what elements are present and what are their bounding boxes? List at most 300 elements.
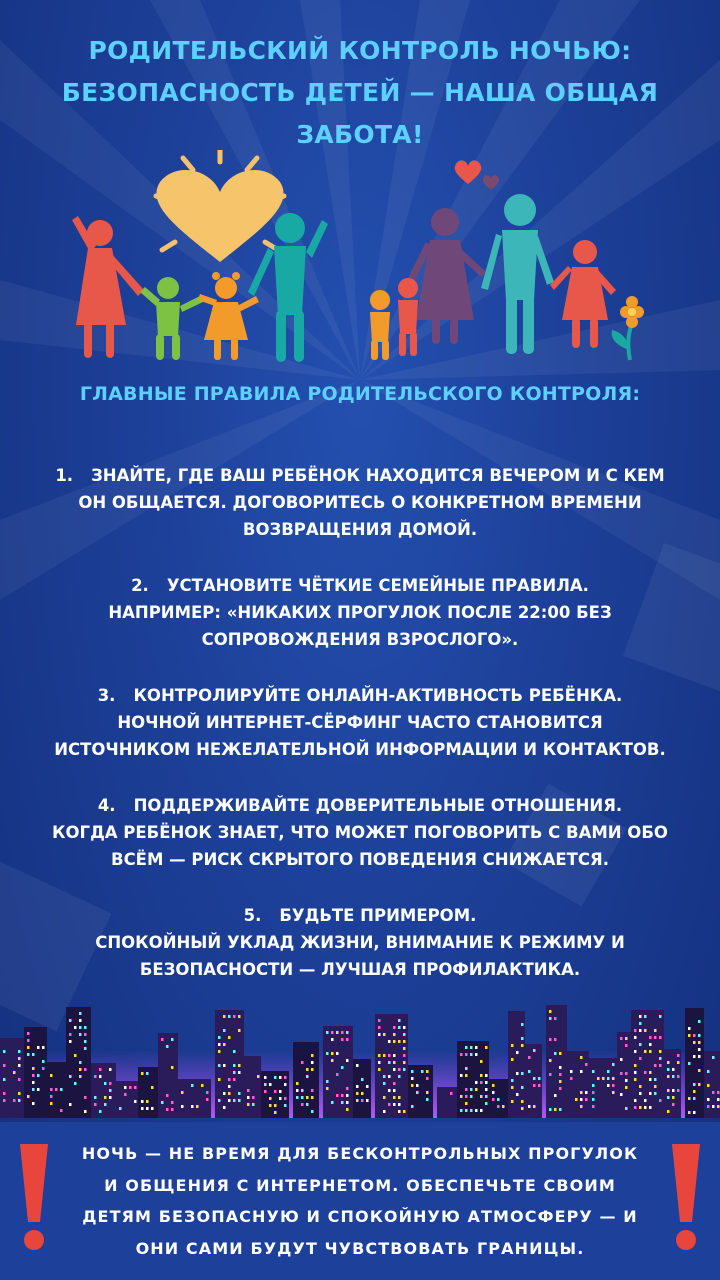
skyline-building <box>617 1032 631 1118</box>
bottom-line-1: НОЧЬ — НЕ ВРЕМЯ ДЛЯ БЕСКОНТРОЛЬНЫХ ПРОГУЛОК <box>81 1144 639 1163</box>
skyline-window <box>247 1096 250 1099</box>
skyline-window <box>171 1038 174 1041</box>
skyline-window <box>171 1108 174 1111</box>
skyline-window <box>403 1026 406 1029</box>
skyline-window <box>475 1088 478 1091</box>
skyline-window <box>492 1084 495 1087</box>
skyline-window <box>639 1043 642 1046</box>
skyline-window <box>698 1055 701 1058</box>
skyline-window <box>538 1084 541 1087</box>
skyline-window <box>602 1077 605 1080</box>
skyline-window <box>403 1110 406 1113</box>
skyline-window <box>264 1076 267 1079</box>
skyline-window <box>465 1088 468 1091</box>
skyline-window <box>361 1099 364 1102</box>
skyline-window <box>398 1075 401 1078</box>
skyline-window <box>639 1085 642 1088</box>
skyline-window <box>592 1084 595 1087</box>
skyline-window <box>521 1086 524 1089</box>
skyline-window <box>411 1077 414 1080</box>
skyline-window <box>336 1094 339 1097</box>
skyline-window <box>634 1064 637 1067</box>
skyline-window <box>247 1103 250 1106</box>
skyline-window <box>228 1015 231 1018</box>
skyline-window <box>450 1092 453 1095</box>
title-line-3: ЗАБОТА! <box>296 120 424 149</box>
skyline-window <box>416 1084 419 1087</box>
skyline-window <box>634 1050 637 1053</box>
skyline-window <box>698 1020 701 1023</box>
skyline-window <box>161 1038 164 1041</box>
skyline-window <box>274 1104 277 1107</box>
skyline-window <box>336 1031 339 1034</box>
skyline-window <box>336 1073 339 1076</box>
skyline-window <box>393 1103 396 1106</box>
skyline-window <box>649 1078 652 1081</box>
skyline-window <box>398 1096 401 1099</box>
skyline-window <box>580 1056 583 1059</box>
skyline-window <box>620 1037 623 1040</box>
skyline-window <box>383 1054 386 1057</box>
skyline-window <box>326 1031 329 1034</box>
skyline-window <box>654 1085 657 1088</box>
skyline-window <box>296 1096 299 1099</box>
skyline-window <box>79 1068 82 1071</box>
skyline-window <box>74 1054 77 1057</box>
rule-5-number: 5. <box>243 906 262 925</box>
skyline-window <box>151 1086 154 1089</box>
skyline-window <box>625 1107 628 1110</box>
skyline-window <box>27 1032 30 1035</box>
skyline-window <box>497 1098 500 1101</box>
skyline-window <box>693 1111 696 1114</box>
skyline-window <box>634 1078 637 1081</box>
skyline-window <box>485 1074 488 1077</box>
skyline-building <box>589 1058 617 1118</box>
skyline-window <box>559 1080 562 1083</box>
skyline-window <box>257 1075 260 1078</box>
skyline-window <box>104 1096 107 1099</box>
skyline-window <box>60 1088 63 1091</box>
skyline-window <box>13 1071 16 1074</box>
skyline-window <box>411 1105 414 1108</box>
skyline-window <box>639 1057 642 1060</box>
skyline-window <box>306 1068 309 1071</box>
skyline-window <box>677 1075 680 1078</box>
skyline-window <box>592 1091 595 1094</box>
skyline-window <box>223 1092 226 1095</box>
skyline-window <box>403 1047 406 1050</box>
skyline-window <box>592 1105 595 1108</box>
skyline-window <box>480 1060 483 1063</box>
skyline-window <box>346 1094 349 1097</box>
skyline-window <box>296 1082 299 1085</box>
skyline-window <box>580 1105 583 1108</box>
skyline-window <box>712 1056 715 1059</box>
skyline-window <box>356 1064 359 1067</box>
skyline-window <box>717 1091 720 1094</box>
skyline-window <box>346 1031 349 1034</box>
skyline-window <box>284 1104 287 1107</box>
skyline-window <box>311 1068 314 1071</box>
skyline-window <box>331 1031 334 1034</box>
skyline-window <box>346 1059 349 1062</box>
skyline-window <box>124 1093 127 1096</box>
skyline-window <box>238 1092 241 1095</box>
skyline-window <box>585 1063 588 1066</box>
skyline-window <box>32 1053 35 1056</box>
skyline-window <box>688 1034 691 1037</box>
skyline-window <box>37 1074 40 1077</box>
skyline-window <box>223 1029 226 1032</box>
skyline-window <box>3 1092 6 1095</box>
skyline-window <box>306 1075 309 1078</box>
skyline-window <box>238 1071 241 1074</box>
skyline-window <box>311 1096 314 1099</box>
skyline-window <box>625 1072 628 1075</box>
skyline-window <box>475 1109 478 1112</box>
skyline-window <box>460 1109 463 1112</box>
skyline-window <box>607 1084 610 1087</box>
skyline-window <box>393 1026 396 1029</box>
skyline-window <box>94 1075 97 1078</box>
skyline-window <box>269 1097 272 1100</box>
skyline-window <box>388 1103 391 1106</box>
skyline-window <box>393 1068 396 1071</box>
skyline-window <box>672 1089 675 1092</box>
title-line-2: БЕЗОПАСНОСТЬ ДЕТЕЙ — НАША ОБЩАЯ <box>61 78 659 107</box>
bottom-line-4: ОНИ САМИ БУДУТ ЧУВСТВОВАТЬ ГРАНИЦЫ. <box>135 1238 585 1258</box>
skyline-window <box>570 1077 573 1080</box>
skyline-window <box>393 1040 396 1043</box>
skyline-window <box>465 1109 468 1112</box>
child-figure-orange <box>198 272 259 360</box>
skyline-window <box>124 1086 127 1089</box>
rule-4-number: 4. <box>97 796 116 815</box>
skyline-window <box>233 1071 236 1074</box>
skyline-window <box>32 1081 35 1084</box>
skyline-window <box>141 1072 144 1075</box>
skyline-window <box>625 1086 628 1089</box>
skyline-window <box>528 1105 531 1108</box>
skyline-window <box>109 1089 112 1092</box>
skyline-window <box>378 1054 381 1057</box>
heart-icon <box>156 150 284 262</box>
skyline-window <box>559 1066 562 1069</box>
rule-item-1 <box>0 462 720 543</box>
skyline-window <box>218 1036 221 1039</box>
skyline-window <box>141 1100 144 1103</box>
skyline-window <box>84 1110 87 1113</box>
skyline-window <box>69 1019 72 1022</box>
skyline-window <box>32 1067 35 1070</box>
skyline-window <box>50 1074 53 1077</box>
skyline-window <box>511 1079 514 1082</box>
skyline-window <box>378 1068 381 1071</box>
skyline-window <box>475 1053 478 1056</box>
skyline-window <box>238 1099 241 1102</box>
skyline-window <box>94 1103 97 1106</box>
skyline-window <box>549 1017 552 1020</box>
skyline-window <box>580 1091 583 1094</box>
skyline-window <box>388 1089 391 1092</box>
skyline-window <box>99 1068 102 1071</box>
skyline-window <box>570 1070 573 1073</box>
skyline-window <box>511 1100 514 1103</box>
skyline-window <box>475 1046 478 1049</box>
child-figure-green <box>140 277 203 360</box>
skyline-window <box>378 1061 381 1064</box>
bottom-warning <box>0 1122 720 1280</box>
skyline-window <box>644 1029 647 1032</box>
skyline-window <box>274 1090 277 1093</box>
skyline-window <box>659 1064 662 1067</box>
skyline-window <box>181 1091 184 1094</box>
skyline-window <box>639 1022 642 1025</box>
skyline-window <box>612 1091 615 1094</box>
skyline-window <box>388 1075 391 1078</box>
title-line-1: РОДИТЕЛЬСКИЙ КОНТРОЛЬ НОЧЬЮ: <box>88 36 632 65</box>
skyline-window <box>644 1050 647 1053</box>
skyline-window <box>649 1071 652 1074</box>
skyline-window <box>206 1091 209 1094</box>
skyline-window <box>592 1070 595 1073</box>
skyline-window <box>326 1080 329 1083</box>
skyline-window <box>580 1070 583 1073</box>
skyline-window <box>223 1043 226 1046</box>
skyline-window <box>104 1082 107 1085</box>
skyline-window <box>218 1050 221 1053</box>
rule-1-line-1: 1. ЗНАЙТЕ, ГДЕ ВАШ РЕБЁНОК НАХОДИТСЯ ВЕЧЕРОМ И С КЕМ <box>55 466 665 485</box>
skyline-window <box>398 1110 401 1113</box>
skyline-window <box>511 1044 514 1047</box>
skyline-window <box>470 1046 473 1049</box>
skyline-window <box>223 1064 226 1067</box>
skyline-window <box>585 1091 588 1094</box>
skyline-window <box>398 1026 401 1029</box>
skyline-window <box>707 1084 710 1087</box>
skyline-window <box>346 1087 349 1090</box>
skyline-window <box>331 1059 334 1062</box>
skyline-window <box>79 1075 82 1078</box>
page-title <box>40 30 680 156</box>
skyline-window <box>18 1050 21 1053</box>
skyline-window <box>634 1071 637 1074</box>
skyline-window <box>659 1050 662 1053</box>
skyline-window <box>667 1096 670 1099</box>
skyline-window <box>166 1108 169 1111</box>
skyline-window <box>693 1097 696 1100</box>
skyline-window <box>238 1029 241 1032</box>
skyline-window <box>79 1033 82 1036</box>
skyline-window <box>27 1095 30 1098</box>
skyline-window <box>361 1078 364 1081</box>
skyline-window <box>398 1040 401 1043</box>
skyline-window <box>151 1107 154 1110</box>
skyline-window <box>667 1068 670 1071</box>
skyline-window <box>383 1075 386 1078</box>
skyline-window <box>393 1089 396 1092</box>
skyline-window <box>346 1101 349 1104</box>
skyline-window <box>607 1077 610 1080</box>
skyline-building <box>375 1014 408 1118</box>
skyline-window <box>426 1070 429 1073</box>
skyline-window <box>475 1081 478 1084</box>
skyline-window <box>580 1098 583 1101</box>
skyline-window <box>50 1095 53 1098</box>
skyline-window <box>84 1068 87 1071</box>
skyline-window <box>326 1052 329 1055</box>
skyline-window <box>677 1054 680 1057</box>
skyline-window <box>301 1061 304 1064</box>
skyline-window <box>693 1034 696 1037</box>
skyline-window <box>196 1105 199 1108</box>
skyline-window <box>233 1015 236 1018</box>
rule-3-line-3: ИСТОЧНИКОМ НЕЖЕЛАТЕЛЬНОЙ ИНФОРМАЦИИ И КОНТАКТОВ. <box>54 740 666 759</box>
skyline-window <box>559 1052 562 1055</box>
skyline-window <box>644 1071 647 1074</box>
flower-icon <box>612 296 644 360</box>
skyline-window <box>228 1099 231 1102</box>
skyline-window <box>403 1061 406 1064</box>
skyline-window <box>549 1073 552 1076</box>
skyline-window <box>393 1082 396 1085</box>
bottom-warning-text <box>60 1138 660 1264</box>
skyline-window <box>480 1074 483 1077</box>
skyline-window <box>707 1070 710 1073</box>
skyline-window <box>712 1091 715 1094</box>
skyline-window <box>79 1026 82 1029</box>
skyline-window <box>383 1082 386 1085</box>
skyline-window <box>521 1100 524 1103</box>
skyline-window <box>620 1093 623 1096</box>
skyline-building <box>91 1063 116 1118</box>
skyline-window <box>223 1106 226 1109</box>
skyline-window <box>612 1084 615 1087</box>
skyline-window <box>264 1090 267 1093</box>
skyline-window <box>252 1103 255 1106</box>
skyline-window <box>717 1098 720 1101</box>
skyline-window <box>492 1091 495 1094</box>
skyline-building <box>437 1087 457 1118</box>
skyline-window <box>252 1096 255 1099</box>
rule-4-line-3: ВСЁМ — РИСК СКРЫТОГО ПОВЕДЕНИЯ СНИЖАЕТСЯ. <box>111 850 609 869</box>
exclamation-icon-left <box>14 1142 54 1252</box>
skyline-window <box>27 1039 30 1042</box>
skyline-window <box>672 1096 675 1099</box>
skyline-window <box>528 1070 531 1073</box>
skyline-window <box>393 1061 396 1064</box>
skyline-window <box>264 1083 267 1086</box>
skyline-window <box>426 1077 429 1080</box>
skyline-window <box>516 1051 519 1054</box>
skyline-window <box>306 1096 309 1099</box>
skyline-window <box>634 1036 637 1039</box>
skyline-window <box>84 1096 87 1099</box>
rule-2-line-1: 2. УСТАНОВИТЕ ЧЁТКИЕ СЕМЕЙНЫЕ ПРАВИЛА. <box>131 576 589 595</box>
skyline-window <box>84 1026 87 1029</box>
skyline-window <box>693 1083 696 1086</box>
skyline-window <box>403 1040 406 1043</box>
skyline-window <box>366 1099 369 1102</box>
skyline-window <box>84 1047 87 1050</box>
skyline-window <box>398 1103 401 1106</box>
skyline-window <box>516 1093 519 1096</box>
skyline-window <box>639 1106 642 1109</box>
skyline-window <box>74 1082 77 1085</box>
skyline-window <box>331 1052 334 1055</box>
skyline-window <box>388 1061 391 1064</box>
skyline-window <box>707 1098 710 1101</box>
skyline-window <box>693 1055 696 1058</box>
skyline-window <box>228 1092 231 1095</box>
skyline-window <box>559 1087 562 1090</box>
skyline-window <box>465 1067 468 1070</box>
skyline-window <box>99 1075 102 1078</box>
rule-item-2 <box>0 572 720 653</box>
skyline-window <box>84 1033 87 1036</box>
skyline-window <box>331 1101 334 1104</box>
rule-5-line-2: СПОКОЙНЫЙ УКЛАД ЖИЗНИ, ВНИМАНИЕ К РЕЖИМУ И <box>95 933 625 952</box>
skyline-window <box>559 1073 562 1076</box>
skyline-window <box>497 1105 500 1108</box>
skyline-window <box>171 1066 174 1069</box>
skyline-window <box>667 1075 670 1078</box>
skyline-window <box>42 1060 45 1063</box>
skyline-window <box>301 1089 304 1092</box>
skyline-window <box>191 1084 194 1087</box>
skyline-window <box>269 1083 272 1086</box>
skyline-window <box>649 1106 652 1109</box>
skyline-window <box>341 1038 344 1041</box>
skyline-window <box>712 1105 715 1108</box>
skyline-window <box>218 1078 221 1081</box>
skyline-window <box>688 1062 691 1065</box>
skyline-window <box>109 1082 112 1085</box>
skyline-window <box>688 1111 691 1114</box>
skyline-window <box>625 1037 628 1040</box>
skyline-window <box>575 1098 578 1101</box>
skyline-window <box>549 1108 552 1111</box>
skyline-window <box>18 1099 21 1102</box>
skyline-window <box>693 1041 696 1044</box>
skyline-window <box>341 1066 344 1069</box>
skyline-window <box>502 1105 505 1108</box>
skyline-window <box>181 1105 184 1108</box>
skyline-window <box>341 1094 344 1097</box>
skyline-window <box>311 1089 314 1092</box>
skyline-window <box>79 1061 82 1064</box>
skyline-window <box>274 1076 277 1079</box>
skyline-window <box>634 1106 637 1109</box>
skyline-window <box>677 1089 680 1092</box>
skyline-window <box>659 1015 662 1018</box>
skyline-window <box>480 1109 483 1112</box>
skyline-window <box>403 1033 406 1036</box>
skyline-window <box>698 1041 701 1044</box>
city-skyline <box>0 990 720 1118</box>
skyline-building <box>66 1007 91 1118</box>
skyline-window <box>109 1096 112 1099</box>
skyline-window <box>69 1033 72 1036</box>
skyline-window <box>521 1072 524 1075</box>
skyline-window <box>554 1038 557 1041</box>
skyline-building <box>244 1056 261 1118</box>
skyline-window <box>393 1096 396 1099</box>
skyline-window <box>585 1098 588 1101</box>
skyline-window <box>511 1086 514 1089</box>
skyline-window <box>533 1077 536 1080</box>
